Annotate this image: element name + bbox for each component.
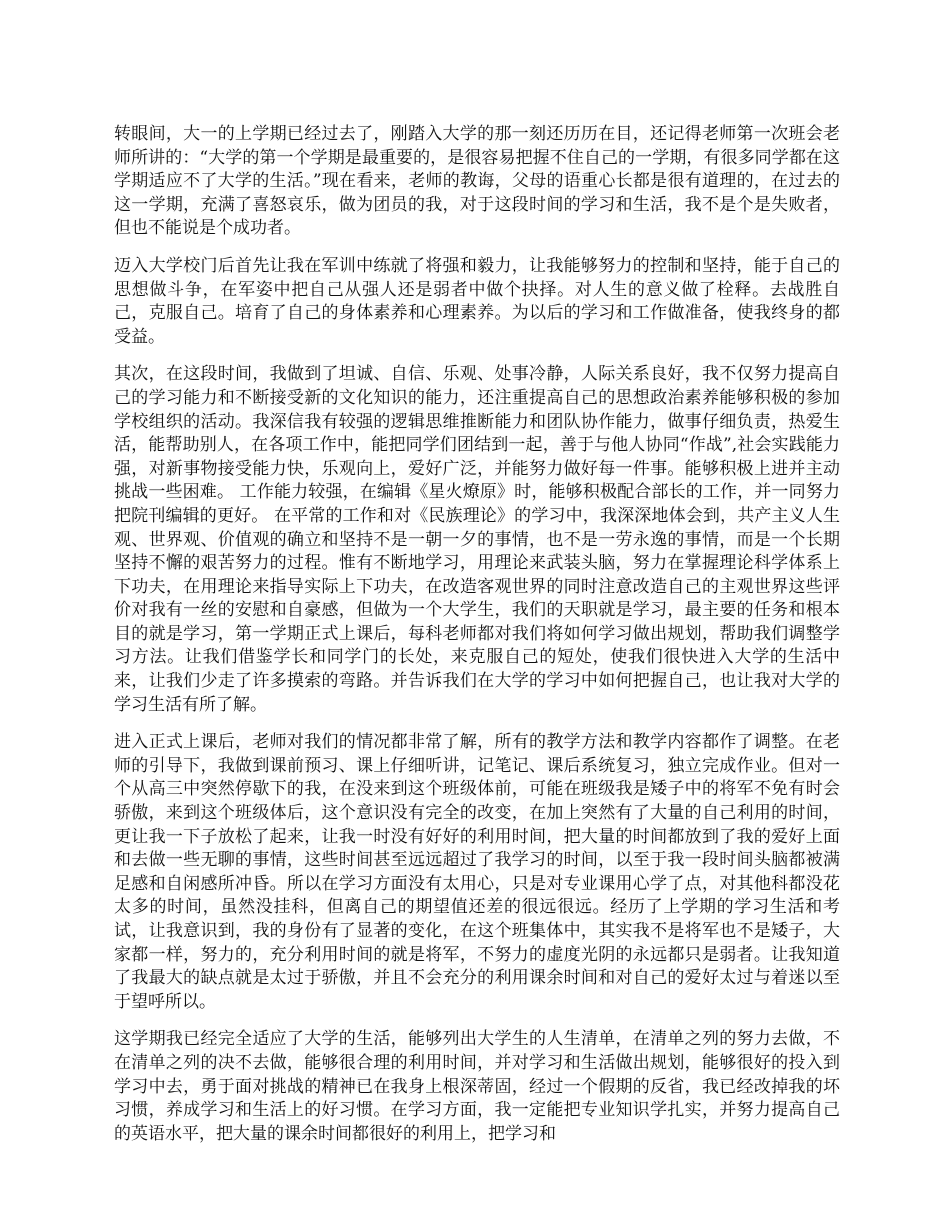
paragraph-1: 转眼间，大一的上学期已经过去了，刚踏入大学的那一刻还历历在目，还记得老师第一次班会老师所讲的：“大学的第一个学期是最重要的，是很容易把握不住自己的一学期，有很多同学都在这学期适应不了大学的生活。”现在看来，老师的教诲，父母的语重心长都是很有道理的，在过去的这一学期，充满了喜怒哀乐，做为团员的我，对于这段时间的学习和生活，我不是个是失败者，但也不能说是个成功者。 [114, 124, 840, 239]
paragraph-5: 这学期我已经完全适应了大学的生活，能够列出大学生的人生清单，在清单之列的努力去做，不在清单之列的决不去做，能够很合理的利用时间，并对学习和生活做出规划，能够很好的投入到学习中去，勇于面对挑战的精神已在我身上根深蒂固，经过一个假期的反省，我已经改掉我的坏习惯，养成学习和生活上的好习惯。在学习方面，我一定能把专业知识学扎实，并努力提高自己的英语水平，把大量的课余时间都很好的利用上，把学习和 [114, 1029, 840, 1144]
document-body [114, 123, 840, 1160]
paragraph-2: 迈入大学校门后首先让我在军训中练就了将强和毅力，让我能够努力的控制和坚持，能于自己的思想做斗争，在军姿中把自己从强人还是弱者中做个抉择。对人生的意义做了栓释。去战胜自己，克服自己。培育了自己的身体素养和心理素养。为以后的学习和工作做准备，使我终身的都受益。 [114, 255, 840, 347]
paragraph-3: 其次，在这段时间，我做到了坦诚、自信、乐观、处事冷静，人际关系良好，我不仅努力提高自己的学习能力和不断接受新的文化知识的能力，还注重提高自己的思想政治素养能够积极的参加学校组织的活动。我深信我有较强的逻辑思维推断能力和团队协作能力，做事仔细负责，热爱生活，能帮助别人，在各项工作中，能把同学们团结到一起，善于与他人协同“作战”,社会实践能力强，对新事物接受能力快，乐观向上，爱好广泛，并能努力做好每一件事。能够积极上进并主动挑战一些困难。 工作能力较强，在编辑《星火燎原》时，能够积极配合部长的工作，并一同努力把院刊编辑的更好。 在平常的工作和对《民族理论》的学习中，我深深地体会到，共产主义人生观、世界观、价值观的确立和坚持不是一朝一夕的事情，也不是一劳永逸的事情，而是一个长期坚持不懈的艰苦努力的过程。惟有不断地学习，用理论来武装头脑，努力在掌握理论科学体系上下功夫，在用理论来指导实际上下功夫，在改造客观世界的同时注意改造自己的主观世界这些评价对我有一丝的安慰和自豪感，但做为一个大学生，我们的天职就是学习，最主要的任务和根本目的就是学习，第一学期正式上课后，每科老师都对我们将如何学习做出规划，帮助我们调整学习方法。让我们借鉴学长和同学门的长处，来克服自己的短处，使我们很快进入大学的生活中来，让我们少走了许多摸索的弯路。并告诉我们在大学的学习中如何把握自己，也让我对大学的学习生活有所了解。 [114, 364, 840, 715]
paragraph-4: 进入正式上课后，老师对我们的情况都非常了解，所有的教学方法和教学内容都作了调整。在老师的引导下，我做到课前预习、课上仔细听讲，记笔记、课后系统复习，独立完成作业。但对一个从高三中突然停歇下的我，在没来到这个班级体前，可能在班级我是矮子中的将军不免有时会骄傲，来到这个班级体后，这个意识没有完全的改变，在加上突然有了大量的自己利用的时间，更让我一下子放松了起来，让我一时没有好好的利用时间，把大量的时间都放到了我的爱好上面和去做一些无聊的事情，这些时间甚至远远超过了我学习的时间，以至于我一段时间头脑都被满足感和自闲感所冲昏。所以在学习方面没有太用心，只是对专业课用心学了点，对其他科都没花太多的时间，虽然没挂科，但离自己的期望值还差的很远很远。经历了上学期的学习生活和考试，让我意识到，我的身份有了显著的变化，在这个班集体中，其实我不是将军也不是矮子，大家都一样，努力的，充分利用时间的就是将军，不努力的虚度光阴的永远都只是弱者。让我知道了我最大的缺点就是太过于骄傲，并且不会充分的利用课余时间和对自己的爱好太过与着迷以至于望呼所以。 [114, 732, 840, 1012]
